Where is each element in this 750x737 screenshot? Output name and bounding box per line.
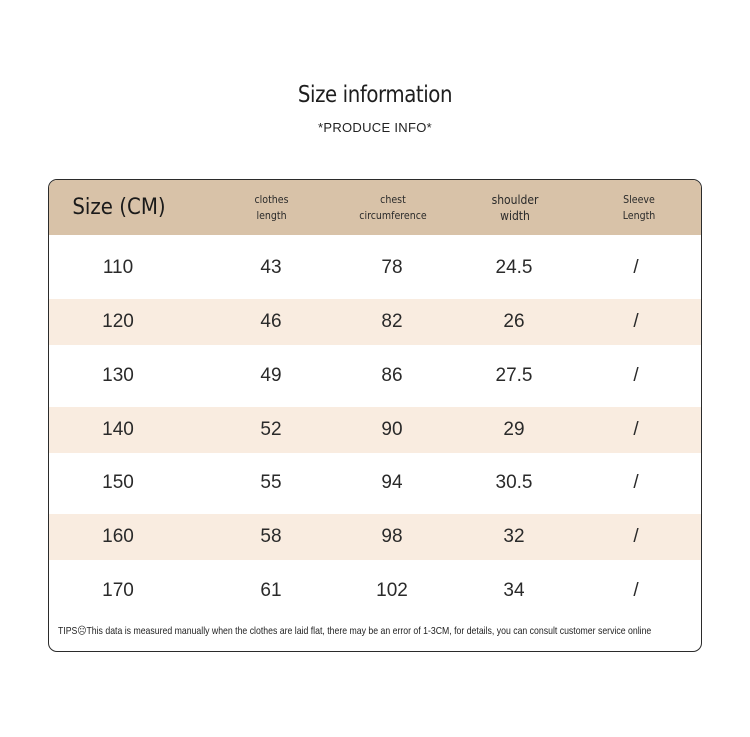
cell-chest-circumference: 98 <box>381 526 403 547</box>
cell-shoulder-width: 24.5 <box>495 257 533 278</box>
cell-clothes-length: 58 <box>260 526 282 547</box>
cell-shoulder-width: 29 <box>503 419 525 440</box>
cell-clothes-length: 46 <box>260 311 282 332</box>
cell-chest-circumference: 94 <box>381 472 403 493</box>
cell-clothes-length: 52 <box>260 419 282 440</box>
header-clothes-length: clothes length <box>254 193 289 222</box>
cell-sleeve-length: / <box>633 419 639 440</box>
cell-sleeve-length: / <box>633 580 639 601</box>
cell-shoulder-width: 26 <box>503 311 525 332</box>
cell-size: 150 <box>102 472 134 493</box>
table-row <box>49 407 701 453</box>
page-title: Size information <box>297 82 453 108</box>
table-row <box>49 245 701 291</box>
cell-sleeve-length: / <box>633 257 639 278</box>
cell-shoulder-width: 32 <box>503 526 525 547</box>
cell-chest-circumference: 102 <box>376 580 408 601</box>
cell-clothes-length: 43 <box>260 257 282 278</box>
header-sleeve-length: Sleeve Length <box>622 193 656 222</box>
cell-sleeve-length: / <box>633 365 639 386</box>
table-row <box>49 299 701 345</box>
cell-chest-circumference: 86 <box>381 365 403 386</box>
cell-chest-circumference: 82 <box>381 311 403 332</box>
tips-note: TIPS☹This data is measured manually when the clothes are laid flat, there may be an error of 1-3CM, for details, you can consult customer service online <box>58 625 652 637</box>
cell-sleeve-length: / <box>633 526 639 547</box>
cell-clothes-length: 49 <box>260 365 282 386</box>
cell-shoulder-width: 30.5 <box>495 472 533 493</box>
cell-shoulder-width: 27.5 <box>495 365 533 386</box>
table-row <box>49 353 701 399</box>
cell-chest-circumference: 78 <box>381 257 403 278</box>
header-size: Size (CM) <box>72 194 166 220</box>
header-shoulder-width: shoulder width <box>491 192 539 223</box>
cell-size: 130 <box>102 365 134 386</box>
size-table <box>48 179 702 652</box>
cell-clothes-length: 55 <box>260 472 282 493</box>
cell-shoulder-width: 34 <box>503 580 525 601</box>
page-subtitle: *PRODUCE INFO* <box>318 120 432 135</box>
cell-size: 140 <box>102 419 134 440</box>
cell-clothes-length: 61 <box>260 580 282 601</box>
table-row <box>49 460 701 506</box>
cell-sleeve-length: / <box>633 311 639 332</box>
table-header <box>49 180 701 235</box>
table-row <box>49 514 701 560</box>
cell-size: 160 <box>102 526 134 547</box>
table-row <box>49 568 701 614</box>
cell-sleeve-length: / <box>633 472 639 493</box>
cell-chest-circumference: 90 <box>381 419 403 440</box>
cell-size: 110 <box>102 257 134 278</box>
cell-size: 120 <box>102 311 134 332</box>
cell-size: 170 <box>102 580 134 601</box>
header-chest-circumference: chest circumference <box>359 193 427 222</box>
